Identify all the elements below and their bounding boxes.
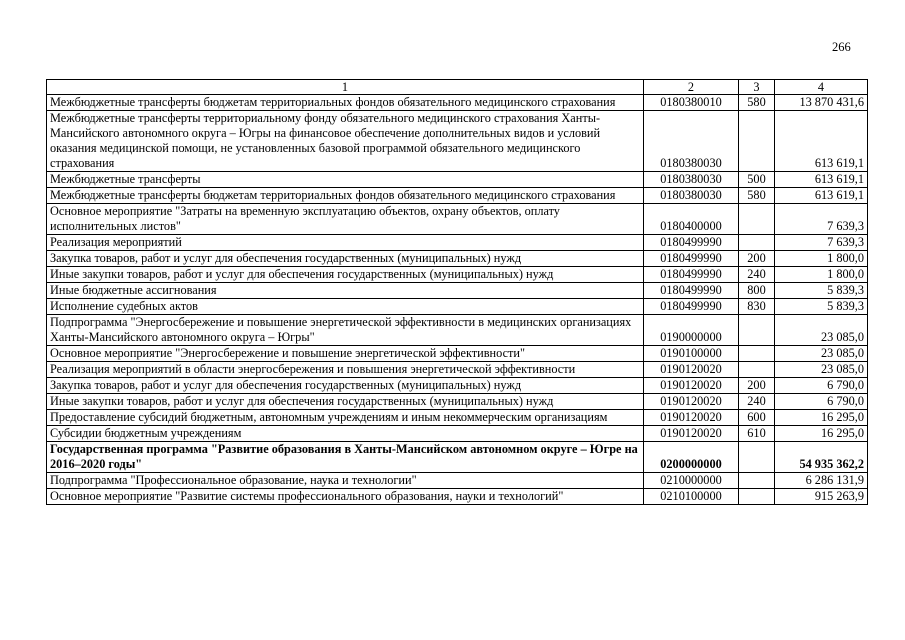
- row-amount-cell: 7 639,3: [775, 204, 868, 235]
- table-row: [47, 251, 868, 267]
- row-name-cell: Субсидии бюджетным учреждениям: [47, 426, 644, 442]
- table-row: [47, 111, 868, 172]
- row-amount-cell: 54 935 362,2: [775, 442, 868, 473]
- row-amount-cell: 16 295,0: [775, 426, 868, 442]
- row-amount-cell: 613 619,1: [775, 188, 868, 204]
- row-name-cell: Основное мероприятие "Энергосбережение и повышение энергетической эффективности": [47, 346, 644, 362]
- table-row: [47, 283, 868, 299]
- row-code-cell: 0180499990: [644, 283, 739, 299]
- row-name-cell: Основное мероприятие "Развитие системы профессионального образования, науки и технологий": [47, 489, 644, 505]
- row-name-cell: Государственная программа "Развитие образования в Ханты-Мансийском автономном округе – Югре на 2016–2020 годы": [47, 442, 644, 473]
- row-type-cell: 610: [739, 426, 775, 442]
- row-name-cell: Иные закупки товаров, работ и услуг для обеспечения государственных (муниципальных) нужд: [47, 394, 644, 410]
- row-code-cell: 0180499990: [644, 299, 739, 315]
- table-row: [47, 378, 868, 394]
- row-type-cell: 580: [739, 188, 775, 204]
- row-amount-cell: 23 085,0: [775, 315, 868, 346]
- row-amount-cell: 23 085,0: [775, 362, 868, 378]
- row-amount-cell: 13 870 431,6: [775, 95, 868, 111]
- row-type-cell: [739, 204, 775, 235]
- table-row: [47, 235, 868, 251]
- row-name-cell: Межбюджетные трансферты бюджетам территориальных фондов обязательного медицинского страхования: [47, 95, 644, 111]
- row-code-cell: 0190120020: [644, 394, 739, 410]
- row-name-cell: Межбюджетные трансферты бюджетам территориальных фондов обязательного медицинского страхования: [47, 188, 644, 204]
- row-code-cell: 0190000000: [644, 315, 739, 346]
- row-amount-cell: 23 085,0: [775, 346, 868, 362]
- row-name-cell: Иные закупки товаров, работ и услуг для обеспечения государственных (муниципальных) нужд: [47, 267, 644, 283]
- table-row: [47, 426, 868, 442]
- header-col-4: 4: [775, 80, 868, 95]
- table-row: [47, 95, 868, 111]
- row-amount-cell: 613 619,1: [775, 111, 868, 172]
- table-row: [47, 410, 868, 426]
- row-name-cell: Иные бюджетные ассигнования: [47, 283, 644, 299]
- row-type-cell: 500: [739, 172, 775, 188]
- row-code-cell: 0180380010: [644, 95, 739, 111]
- row-code-cell: 0210100000: [644, 489, 739, 505]
- row-amount-cell: 7 639,3: [775, 235, 868, 251]
- budget-table: [46, 79, 868, 505]
- row-type-cell: 240: [739, 267, 775, 283]
- row-type-cell: [739, 235, 775, 251]
- table-row: [47, 204, 868, 235]
- row-code-cell: 0180499990: [644, 251, 739, 267]
- row-code-cell: 0180400000: [644, 204, 739, 235]
- table-row: [47, 442, 868, 473]
- header-col-3: 3: [739, 80, 775, 95]
- row-amount-cell: 1 800,0: [775, 267, 868, 283]
- row-type-cell: 240: [739, 394, 775, 410]
- row-name-cell: Межбюджетные трансферты: [47, 172, 644, 188]
- row-code-cell: 0180380030: [644, 172, 739, 188]
- row-type-cell: 200: [739, 378, 775, 394]
- row-code-cell: 0180380030: [644, 111, 739, 172]
- page-number: 266: [832, 40, 851, 54]
- row-amount-cell: 5 839,3: [775, 299, 868, 315]
- row-amount-cell: 6 790,0: [775, 378, 868, 394]
- row-code-cell: 0180499990: [644, 235, 739, 251]
- row-type-cell: [739, 473, 775, 489]
- row-code-cell: 0190120020: [644, 362, 739, 378]
- header-col-2: 2: [644, 80, 739, 95]
- row-amount-cell: 16 295,0: [775, 410, 868, 426]
- row-amount-cell: 915 263,9: [775, 489, 868, 505]
- row-amount-cell: 6 286 131,9: [775, 473, 868, 489]
- row-name-cell: Закупка товаров, работ и услуг для обеспечения государственных (муниципальных) нужд: [47, 378, 644, 394]
- row-type-cell: 600: [739, 410, 775, 426]
- row-type-cell: 800: [739, 283, 775, 299]
- table-row: [47, 267, 868, 283]
- row-type-cell: 200: [739, 251, 775, 267]
- table-row: [47, 315, 868, 346]
- row-name-cell: Подпрограмма "Профессиональное образование, наука и технологии": [47, 473, 644, 489]
- row-name-cell: Реализация мероприятий: [47, 235, 644, 251]
- row-type-cell: [739, 362, 775, 378]
- row-amount-cell: 5 839,3: [775, 283, 868, 299]
- row-type-cell: 580: [739, 95, 775, 111]
- table-row: [47, 473, 868, 489]
- row-code-cell: 0190100000: [644, 346, 739, 362]
- table-row: [47, 299, 868, 315]
- row-code-cell: 0190120020: [644, 410, 739, 426]
- row-type-cell: [739, 346, 775, 362]
- row-name-cell: Подпрограмма "Энергосбережение и повышение энергетической эффективности в медицинских организациях Ханты-Мансийского автономного округа – Югры": [47, 315, 644, 346]
- row-type-cell: [739, 111, 775, 172]
- row-code-cell: 0180380030: [644, 188, 739, 204]
- row-code-cell: 0190120020: [644, 378, 739, 394]
- table-row: [47, 394, 868, 410]
- row-code-cell: 0180499990: [644, 267, 739, 283]
- row-amount-cell: 6 790,0: [775, 394, 868, 410]
- header-col-1: 1: [47, 80, 644, 95]
- table-row: [47, 172, 868, 188]
- row-name-cell: Основное мероприятие "Затраты на временную эксплуатацию объектов, охрану объектов, оплату исполнительных листов": [47, 204, 644, 235]
- row-code-cell: 0200000000: [644, 442, 739, 473]
- row-name-cell: Закупка товаров, работ и услуг для обеспечения государственных (муниципальных) нужд: [47, 251, 644, 267]
- row-type-cell: [739, 442, 775, 473]
- row-name-cell: Реализация мероприятий в области энергосбережения и повышения энергетической эффективности: [47, 362, 644, 378]
- row-type-cell: [739, 315, 775, 346]
- row-type-cell: 830: [739, 299, 775, 315]
- row-type-cell: [739, 489, 775, 505]
- table-body: [47, 95, 868, 505]
- table-row: [47, 188, 868, 204]
- table-row: [47, 362, 868, 378]
- row-code-cell: 0190120020: [644, 426, 739, 442]
- row-amount-cell: 613 619,1: [775, 172, 868, 188]
- row-name-cell: Предоставление субсидий бюджетным, автономным учреждениям и иным некоммерческим организациям: [47, 410, 644, 426]
- row-amount-cell: 1 800,0: [775, 251, 868, 267]
- row-name-cell: Исполнение судебных актов: [47, 299, 644, 315]
- table-row: [47, 489, 868, 505]
- row-code-cell: 0210000000: [644, 473, 739, 489]
- row-name-cell: Межбюджетные трансферты территориальному фонду обязательного медицинского страхования Ханты-Мансийского автономного округа – Югры на финансовое обеспечение дополнительных видов и условий оказания медицинской помощи, не установленных базовой программой обязательного медицинского страхования: [47, 111, 644, 172]
- table-header-row: [47, 80, 868, 95]
- table-row: [47, 346, 868, 362]
